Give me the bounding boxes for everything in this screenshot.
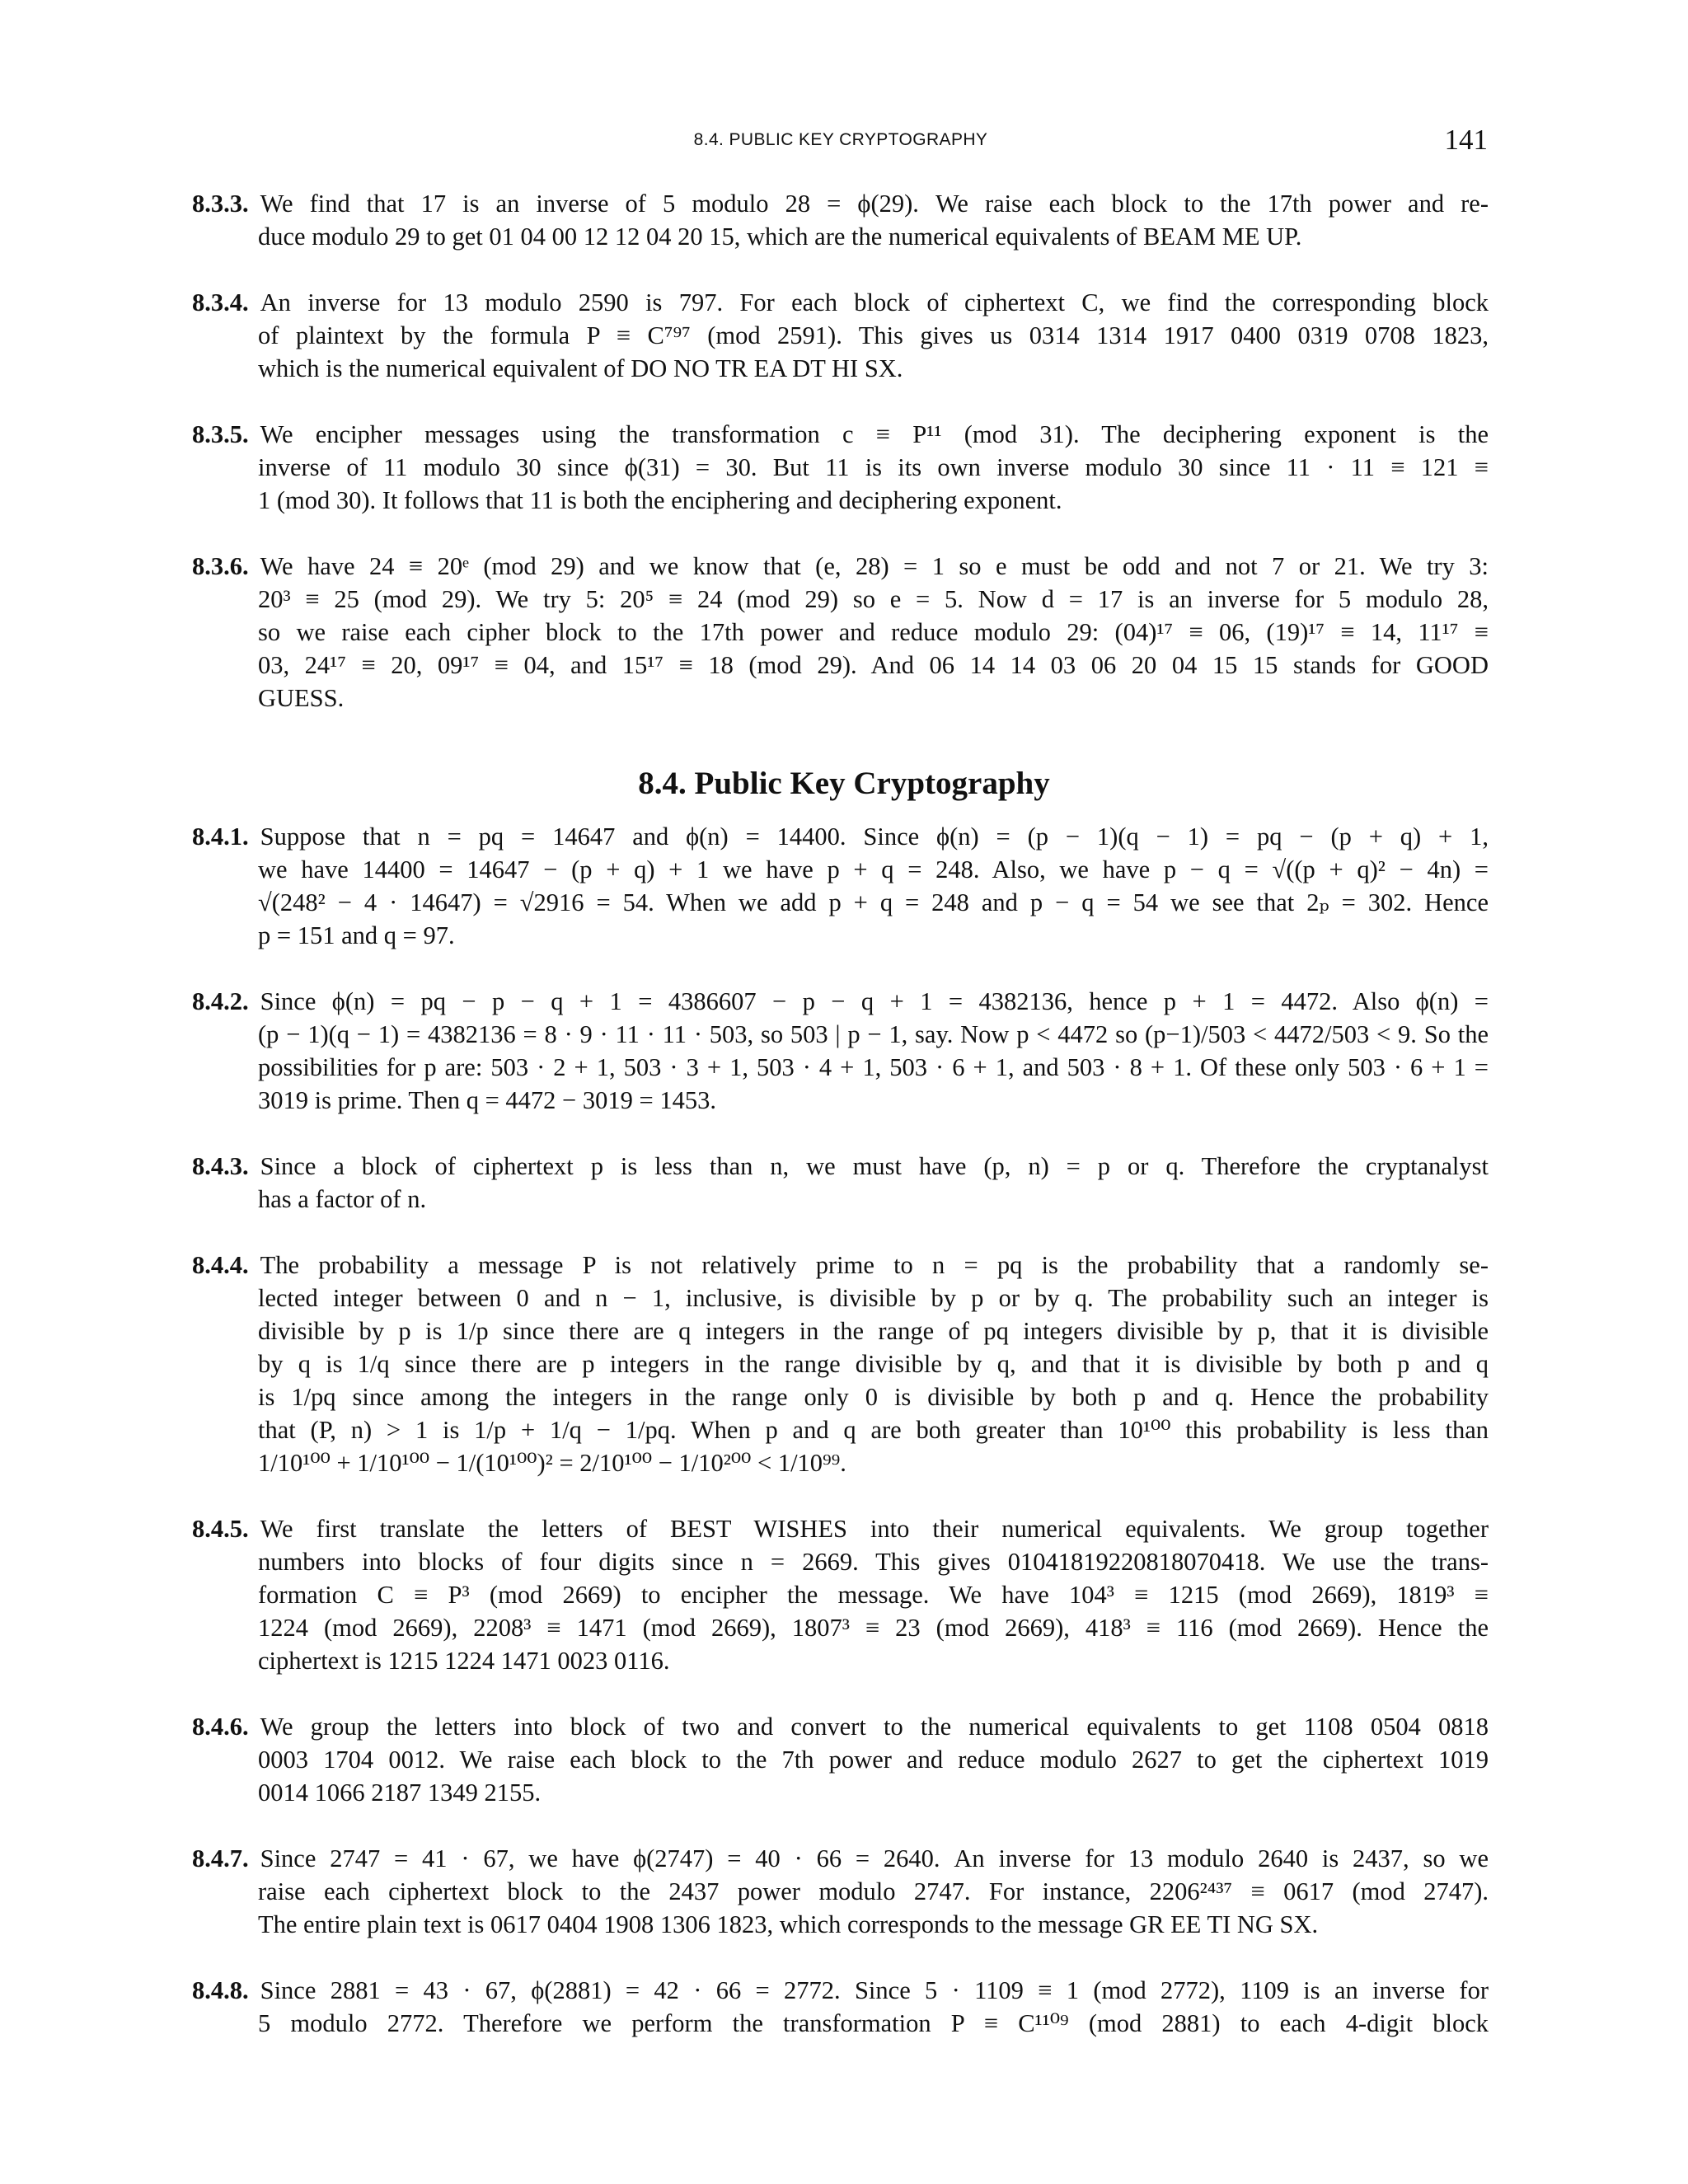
exercise-solution (192, 418, 1489, 517)
running-title: 8.4. PUBLIC KEY CRYPTOGRAPHY (693, 130, 988, 149)
solution-line: We have 24 ≡ 20ᵉ (mod 29) and we know that (e, 28) = 1 so e must be odd and not 7 or 21. We try 3: (260, 552, 1489, 580)
solution-line: numbers into blocks of four digits since n = 2669. This gives 01041819220818070418. We use the trans- (258, 1548, 1489, 1576)
running-header (194, 124, 1488, 157)
solution-line: 5 modulo 2772. Therefore we perform the transformation P ≡ C¹¹⁰⁹ (mod 2881) to each 4-digit block (258, 2009, 1489, 2037)
solution-line: p = 151 and q = 97. (258, 921, 455, 949)
solution-line: We group the letters into block of two and convert to the numerical equivalents to get 1108 0504 0818 (260, 1713, 1489, 1741)
solution-line: We first translate the letters of BEST WISHES into their numerical equivalents. We group together (260, 1515, 1489, 1543)
solution-line: possibilities for p are: 503 · 2 + 1, 503 · 3 + 1, 503 · 4 + 1, 503 · 6 + 1, and 503 · 8 + 1. Of these only 503 · 6 + 1 = (258, 1053, 1489, 1081)
solution-line: inverse of 11 modulo 30 since ϕ(31) = 30. But 11 is its own inverse modulo 30 since 11 · 11 ≡ 121 ≡ (258, 453, 1489, 481)
exercise-solution (192, 1974, 1489, 2040)
solution-line: is 1/pq since among the integers in the range only 0 is divisible by both p and q. Hence the probability (258, 1383, 1489, 1411)
solution-line: lected integer between 0 and n − 1, inclusive, is divisible by p or by q. The probability such an integer is (258, 1284, 1489, 1312)
solution-line: Since 2747 = 41 · 67, we have ϕ(2747) = 40 · 66 = 2640. An inverse for 13 modulo 2640 is 2437, so we (260, 1844, 1489, 1872)
exercise-number: 8.4.3. (192, 1152, 249, 1180)
exercise-solution (192, 1710, 1489, 1809)
solution-line: Since ϕ(n) = pq − p − q + 1 = 4386607 − p − q + 1 = 4382136, hence p + 1 = 4472. Also ϕ(n) = (260, 987, 1489, 1015)
solution-line: The probability a message P is not relatively prime to n = pq is the probability that a randomly se- (260, 1251, 1489, 1279)
exercise-number: 8.4.6. (192, 1713, 249, 1741)
solution-line: We find that 17 is an inverse of 5 modulo 28 = ϕ(29). We raise each block to the 17th power and re- (260, 190, 1489, 218)
solution-line: 0014 1066 2187 1349 2155. (258, 1779, 542, 1807)
exercise-solution (192, 985, 1489, 1117)
exercise-solution (192, 187, 1489, 253)
exercise-number: 8.4.7. (192, 1844, 249, 1872)
solution-line: √(248² − 4 · 14647) = √2916 = 54. When we add p + q = 248 and p − q = 54 we see that 2ₚ = 302. Hence (258, 888, 1489, 916)
solution-line: raise each ciphertext block to the 2437 power modulo 2747. For instance, 2206²⁴³⁷ ≡ 0617 (mod 2747). (258, 1877, 1489, 1905)
solution-line: An inverse for 13 modulo 2590 is 797. For each block of ciphertext C, we find the corresponding block (260, 288, 1489, 316)
solution-line: Since a block of ciphertext p is less than n, we must have (p, n) = p or q. Therefore the cryptanalyst (260, 1152, 1489, 1180)
solution-line: 03, 24¹⁷ ≡ 20, 09¹⁷ ≡ 04, and 15¹⁷ ≡ 18 (mod 29). And 06 14 14 03 06 20 04 15 15 stands for GOOD (258, 651, 1489, 679)
exercise-number: 8.4.2. (192, 987, 249, 1015)
solution-line: GUESS. (258, 684, 345, 712)
solution-line: The entire plain text is 0617 0404 1908 1306 1823, which corresponds to the message GR EE TI NG SX. (258, 1910, 1319, 1938)
solution-line: 20³ ≡ 25 (mod 29). We try 5: 20⁵ ≡ 24 (mod 29) so e = 5. Now d = 17 is an inverse for 5 modulo 28, (258, 585, 1489, 613)
solution-line: 3019 is prime. Then q = 4472 − 3019 = 1453. (258, 1086, 716, 1114)
exercise-number: 8.3.6. (192, 552, 249, 580)
solution-line: 1/10¹⁰⁰ + 1/10¹⁰⁰ − 1/(10¹⁰⁰)² = 2/10¹⁰⁰ − 1/10²⁰⁰ < 1/10⁹⁹. (258, 1449, 846, 1477)
exercise-solution (192, 820, 1489, 952)
solution-line: by q is 1/q since there are p integers in the range divisible by q, and that it is divisible by both p and q (258, 1350, 1489, 1378)
exercise-solution (192, 1512, 1489, 1677)
solution-line: 0003 1704 0012. We raise each block to the 7th power and reduce modulo 2627 to get the ciphertext 1019 (258, 1746, 1489, 1774)
solution-line: has a factor of n. (258, 1185, 427, 1213)
exercise-number: 8.3.3. (192, 190, 249, 218)
solution-line: duce modulo 29 to get 01 04 00 12 12 04 20 15, which are the numerical equivalents of BEAM ME UP. (258, 223, 1302, 251)
solution-line: Since 2881 = 43 · 67, ϕ(2881) = 42 · 66 = 2772. Since 5 · 1109 ≡ 1 (mod 2772), 1109 is an inverse for (260, 1976, 1489, 2004)
section-heading: 8.4. Public Key Cryptography (638, 766, 1050, 801)
solution-line: 1 (mod 30). It follows that 11 is both the enciphering and deciphering exponent. (258, 486, 1062, 514)
exercise-solution (192, 550, 1489, 715)
solution-line: so we raise each cipher block to the 17th power and reduce modulo 29: (04)¹⁷ ≡ 06, (19)¹⁷ ≡ 14, 11¹⁷ ≡ (258, 618, 1489, 646)
solution-line: ciphertext is 1215 1224 1471 0023 0116. (258, 1647, 670, 1675)
solution-line: Suppose that n = pq = 14647 and ϕ(n) = 14400. Since ϕ(n) = (p − 1)(q − 1) = pq − (p + q) + 1, (260, 823, 1489, 851)
solution-line: 1224 (mod 2669), 2208³ ≡ 1471 (mod 2669), 1807³ ≡ 23 (mod 2669), 418³ ≡ 116 (mod 2669). Hence the (258, 1614, 1489, 1642)
exercise-solution (192, 1842, 1489, 1941)
solution-line: that (P, n) > 1 is 1/p + 1/q − 1/pq. When p and q are both greater than 10¹⁰⁰ this probability is less than (258, 1416, 1489, 1444)
exercise-number: 8.4.8. (192, 1976, 249, 2004)
exercise-solution (192, 286, 1489, 385)
page-number: 141 (1444, 124, 1488, 156)
solution-line: (p − 1)(q − 1) = 4382136 = 8 · 9 · 11 · 11 · 503, so 503 | p − 1, say. Now p < 4472 so (p−1)/503 < 4472/503 < 9. So the (258, 1020, 1489, 1048)
exercise-solution (192, 1249, 1489, 1479)
solution-line: divisible by p is 1/p since there are q integers in the range of pq integers divisible by p, that it is divisible (258, 1317, 1489, 1345)
solution-line: we have 14400 = 14647 − (p + q) + 1 we have p + q = 248. Also, we have p − q = √((p + q)² − 4n) = (258, 855, 1489, 883)
solution-line: We encipher messages using the transformation c ≡ P¹¹ (mod 31). The deciphering exponent is the (260, 420, 1489, 448)
solution-line: which is the numerical equivalent of DO NO TR EA DT HI SX. (258, 354, 903, 382)
exercise-number: 8.3.4. (192, 288, 249, 316)
exercise-solution (192, 1150, 1489, 1216)
exercise-number: 8.4.5. (192, 1515, 249, 1543)
exercise-number: 8.4.4. (192, 1251, 249, 1279)
solution-line: of plaintext by the formula P ≡ C⁷⁹⁷ (mod 2591). This gives us 0314 1314 1917 0400 0319 0708 1823, (258, 321, 1489, 349)
solution-line: formation C ≡ P³ (mod 2669) to encipher the message. We have 104³ ≡ 1215 (mod 2669), 1819³ ≡ (258, 1581, 1489, 1609)
exercise-number: 8.4.1. (192, 823, 249, 851)
exercise-number: 8.3.5. (192, 420, 249, 448)
